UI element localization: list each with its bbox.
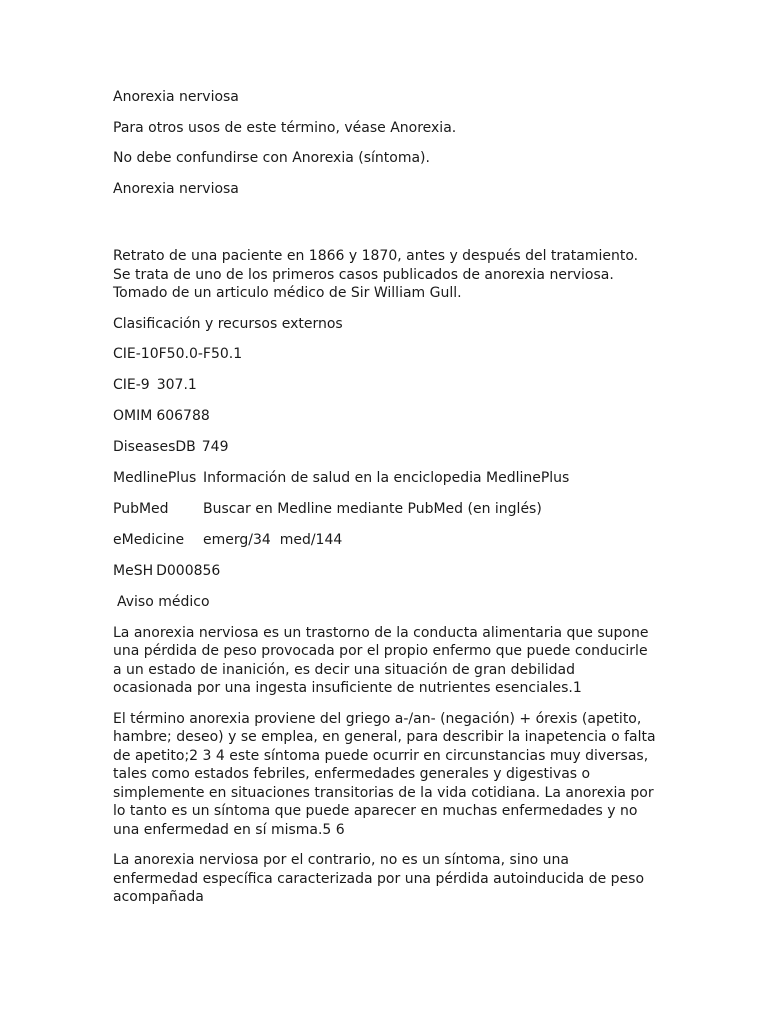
ref-label-cie10: CIE-10: [113, 346, 159, 362]
ref-row-mesh: [113, 562, 658, 581]
body-paragraph-2: El término anorexia proviene del griego a-/an- (negación) + órexis (apetito, hambre; deseo) y se emplea, en general, para describir la inapetencia o falta de apetito;2 3 4 este síntoma puede ocurrir en circunstancias muy diversas, tales como estados febriles, enfermedades generales y digestivas o simplemente en situaciones transitorias de la vida cotidiana. La anorexia por lo tanto es un síntoma que puede aparecer en muchas enfermedades y no una enfermedad en sí misma.5 6: [113, 710, 656, 838]
ref-label-mesh: MeSH: [113, 563, 154, 579]
ref-row-cie9: [113, 376, 658, 395]
medical-notice: Aviso médico: [117, 594, 210, 610]
ref-row-omim: [113, 407, 658, 426]
ref-label-diseasesdb: DiseasesDB: [113, 439, 196, 455]
ref-value-cie10: F50.0-F50.1: [158, 346, 243, 362]
ref-row-pubmed: [113, 500, 658, 519]
ref-row-diseasesdb: [113, 438, 658, 457]
ref-label-omim: OMIM: [113, 408, 153, 424]
body-paragraph-3: La anorexia nerviosa por el contrario, no es un síntoma, sino una enfermedad específica caracterizada por una pérdida autoinducida de peso acompañada: [113, 852, 645, 905]
ref-value-omim: 606788: [156, 408, 210, 424]
document-page: [113, 88, 658, 919]
ref-label-cie9: CIE-9: [113, 377, 150, 393]
ref-row-medlineplus: [113, 469, 658, 488]
ref-label-medlineplus: MedlinePlus: [113, 470, 197, 486]
ref-row-cie10: [113, 345, 658, 364]
image-placeholder: [113, 210, 658, 247]
hatnote-not-confused: No debe confundirse con Anorexia (síntoma).: [113, 150, 430, 166]
ref-value-mesh: D000856: [156, 563, 221, 579]
ref-value-emedicine: emerg/34 med/144: [203, 532, 343, 548]
ref-row-emedicine: [113, 531, 658, 550]
ref-value-medlineplus: Información de salud en la enciclopedia MedlinePlus: [203, 470, 570, 486]
hatnote-other-uses: Para otros usos de este término, véase Anorexia.: [113, 119, 457, 136]
infobox-title: Anorexia nerviosa: [113, 180, 239, 197]
ref-value-cie9: 307.1: [156, 377, 197, 393]
image-caption: Retrato de una paciente en 1866 y 1870, antes y después del tratamiento. Se trata de uno de los primeros casos publicados de anorexia nerviosa. Tomado de un articulo médico de Sir William Gull.: [113, 248, 639, 301]
document-title: Anorexia nerviosa: [113, 89, 239, 105]
ref-label-emedicine: eMedicine: [113, 532, 185, 548]
ref-value-diseasesdb: 749: [201, 439, 229, 455]
ref-value-pubmed: Buscar en Medline mediante PubMed (en inglés): [203, 501, 542, 517]
body-paragraph-1: La anorexia nerviosa es un trastorno de la conducta alimentaria que supone una pérdida de peso provocada por el propio enfermo que puede conducirle a un estado de inanición, es decir una situación de gran debilidad ocasionada por una ingesta insuficiente de nutrientes esenciales.1: [113, 624, 649, 696]
ref-label-pubmed: PubMed: [113, 501, 169, 517]
classification-heading: Clasificación y recursos externos: [113, 315, 343, 332]
